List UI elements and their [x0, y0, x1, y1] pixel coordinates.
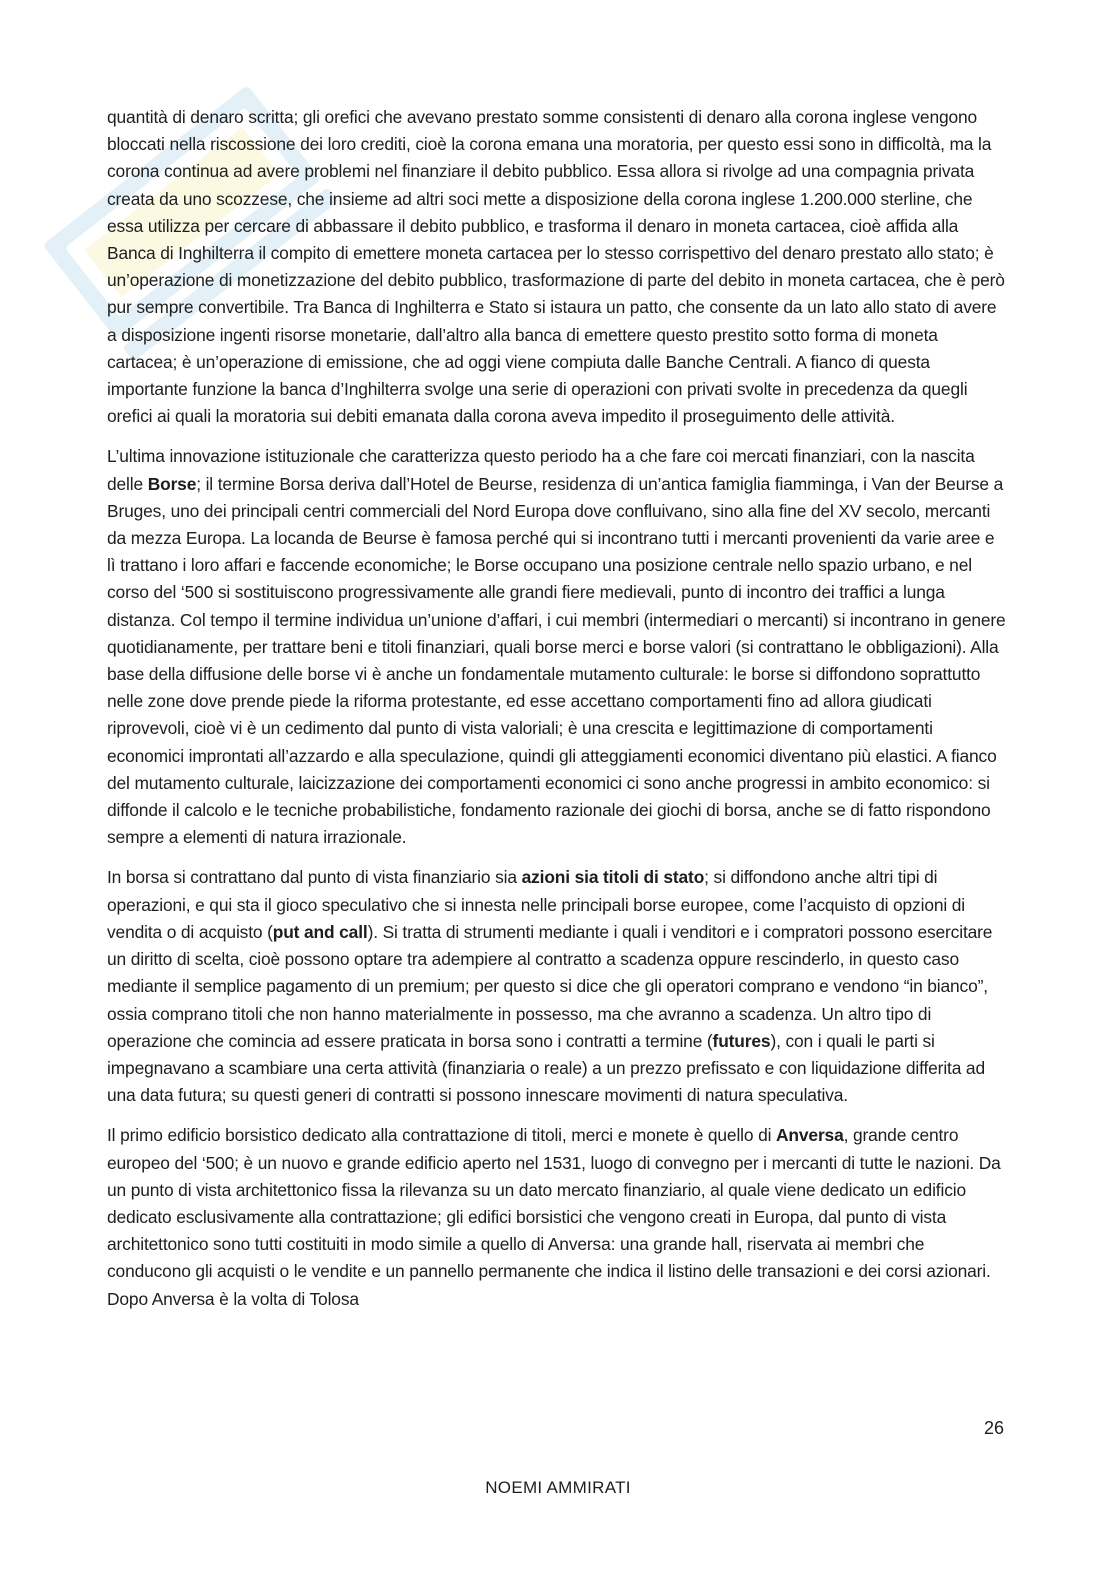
text-segment: L’ultima innovazione istituzionale che caratterizza questo periodo ha a che fare coi mercati finanziari, con la nascita delle: [107, 446, 975, 494]
document-body: [107, 104, 1007, 1326]
bold-term-azioni: azioni sia titoli di stato: [521, 867, 705, 888]
bold-term-borse: Borse: [147, 473, 197, 494]
paragraph-2: [107, 443, 1007, 851]
text-segment: , grande centro europeo del ‘500; è un nuovo e grande edificio aperto nel 1531, luogo di convegno per i mercanti di tutte le nazioni. Da un punto di vista architettonico fissa la rilevanza su un dato mercato finanziario, al quale viene dedicato un edificio dedicato esclusivamente alla contrattazione; gli edifici borsistici che vengono creati in Europa, dal punto di vista architettonico sono tutti costituiti in modo simile a quello di Anversa: una grande hall, riservata ai membri che conducono gli acquisti o le vendite e un pannello permanente che indica il listino delle transazioni e dei corsi azionari. Dopo Anversa è la volta di Tolosa: [107, 1125, 1001, 1309]
paragraph-1: [107, 104, 1007, 430]
paragraph-3: [107, 864, 1007, 1109]
bold-term-put-and-call: put and call: [272, 921, 368, 942]
bold-term-futures: futures: [712, 1030, 771, 1051]
text-segment: In borsa si contrattano dal punto di vista finanziario sia: [107, 867, 522, 888]
text-segment: ; si diffondono anche altri tipi di operazioni, e qui sta il gioco speculativo che si innesta nelle principali borse europee, come l’acquisto di opzioni di vendita o di acquisto (: [107, 867, 965, 942]
text-segment: Il primo edificio borsistico dedicato alla contrattazione di titoli, merci e monete è quello di: [107, 1125, 777, 1146]
text-segment: ; il termine Borsa deriva dall’Hotel de Beurse, residenza di un’antica famiglia fiamminga, i Van der Beurse a Bruges, uno dei principali centri commerciali del Nord Europa dove confluivano, sino alla fine del XV secolo, mercanti da mezza Europa. La locanda de Beurse è famosa perché qui si incontrano tutti i mercanti provenienti da varie aree e lì trattano i loro affari e faccende economiche; le Borse occupano una posizione centrale nello spazio urbano, e nel corso del ‘500 si sostituiscono progressivamente alle grandi fiere medievali, punto di incontro dei traffici a lunga distanza. Col tempo il termine individua un’unione d’affari, i cui membri (intermediari o mercanti) si incontrano in genere quotidianamente, per trattare beni e titoli finanziari, quali borse merci e borse valori (si contrattano le obbligazioni). Alla base della diffusione delle borse vi è anche un fondamentale mutamento culturale: le borse si diffondono soprattutto nelle zone dove prende piede la riforma protestante, ed esse accettano comportamenti fino ad allora giudicati riprovevoli, cioè vi è un cedimento dal punto di vista valoriali; è una crescita e legittimazione di comportamenti economici improntati all’azzardo e alla speculazione, quindi gli atteggiamenti economici diventano più elastici. A fianco del mutamento culturale, laicizzazione dei comportamenti economici ci sono anche progressi in ambito economico: si diffonde il calcolo e le tecniche probabilistiche, fondamento razionale dei giochi di borsa, anche se di fatto rispondono sempre a elementi di natura irrazionale.: [107, 473, 1006, 848]
footer-author: NOEMI AMMIRATI: [485, 1478, 631, 1497]
text-segment: quantità di denaro scritta; gli orefici che avevano prestato somme consistenti di denaro alla corona inglese vengono bloccati nella riscossione dei loro crediti, cioè la corona emana una moratoria, per questo essi sono in difficoltà, ma la corona continua ad avere problemi nel finanziare il debito pubblico. Essa allora si rivolge ad una compagnia privata creata da uno scozzese, che insieme ad altri soci mette a disposizione della corona inglese 1.200.000 sterline, che essa utilizza per cercare di abbassare il debito pubblico, e trasforma il denaro in moneta cartacea, cioè affida alla Banca di Inghilterra il compito di emettere moneta cartacea per lo stesso corrispettivo del denaro prestato allo stato; è un’operazione di monetizzazione del debito pubblico, trasformazione di parte del debito in moneta cartacea, che è però pur sempre convertibile. Tra Banca di Inghilterra e Stato si istaura un patto, che consente da un lato allo stato di avere a disposizione ingenti risorse monetarie, dall’altro alla banca di emettere questo prestito sotto forma di moneta cartacea; è un’operazione di emissione, che ad oggi viene compiuta dalle Banche Centrali. A fianco di questa importante funzione la banca d’Inghilterra svolge una serie di operazioni con privati svolte in precedenza da quegli orefici ai quali la moratoria sui debiti emanata dalla corona aveva impedito il proseguimento delle attività.: [107, 107, 1005, 427]
page-number: 26: [983, 1418, 1004, 1438]
bold-term-anversa: Anversa: [776, 1125, 844, 1146]
text-segment: ), con i quali le parti si impegnavano a scambiare una certa attività (finanziaria o reale) a un prezzo prefissato e con liquidazione differita ad una data futura; su questi generi di contratti si possono innescare movimenti di natura speculativa.: [107, 1030, 985, 1106]
text-segment: ). Si tratta di strumenti mediante i quali i venditori e i compratori possono esercitare un diritto di scelta, cioè possono optare tra adempiere al contratto a scadenza oppure rescinderlo, in questo caso mediante il semplice pagamento di un premium; per questo si dice che gli operatori comprano e vendono “in bianco”, ossia comprano titoli che non hanno materialmente in possesso, ma che avranno a scadenza. Un altro tipo di operazione che comincia ad essere praticata in borsa sono i contratti a termine (: [107, 921, 993, 1051]
paragraph-4: [107, 1122, 1007, 1312]
